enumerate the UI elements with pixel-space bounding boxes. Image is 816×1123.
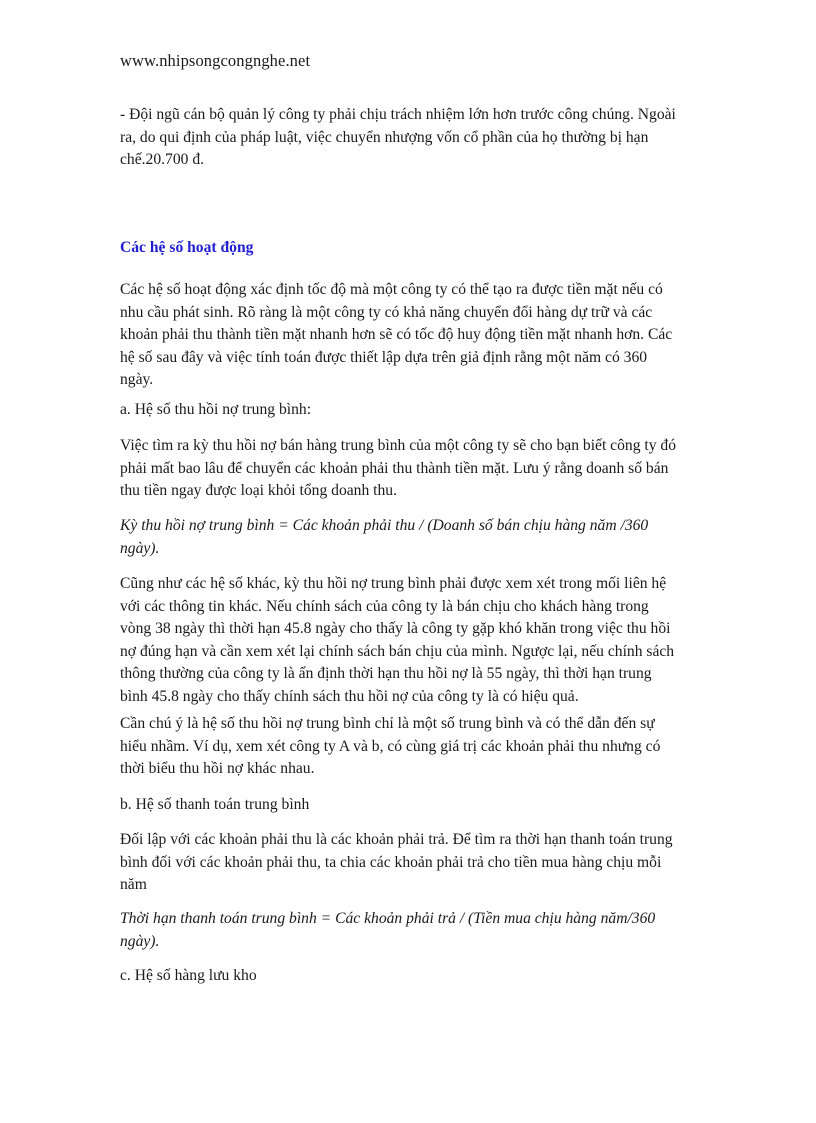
item-b-description xyxy=(120,829,698,897)
section-intro-paragraph xyxy=(120,279,698,392)
item-a-note xyxy=(120,713,698,781)
paragraph-line: bình đối với các khoản phải thu, ta chia các khoản phải trả cho tiền mua hàng chịu mỗi xyxy=(120,853,662,871)
paragraph-line: thời biểu thu hồi nợ khác nhau. xyxy=(120,760,315,777)
intro-line: ra, do qui định của pháp luật, việc chuyển nhượng vốn cổ phần của họ thường bị hạn xyxy=(120,128,649,146)
paragraph-line: phải mất bao lâu để chuyển các khoản phải thu thành tiền mặt. Lưu ý rằng doanh số bán xyxy=(120,459,669,477)
formula-line: ngày). xyxy=(120,539,160,557)
paragraph-line: thu tiền ngay được loại khỏi tổng doanh thu. xyxy=(120,482,397,499)
intro-line: chế.20.700 đ. xyxy=(120,151,205,168)
paragraph-line: nợ đúng hạn và cần xem xét lại chính sách bán chịu của mình. Ngược lại, nếu chính sách xyxy=(120,642,675,660)
paragraph-line: Cần chú ý là hệ số thu hồi nợ trung bình chỉ là một số trung bình và có thể dẫn đến sự xyxy=(120,715,655,732)
item-c-heading: c. Hệ số hàng lưu kho xyxy=(120,967,257,984)
paragraph-line: Đối lập với các khoản phải thu là các khoản phải trả. Để tìm ra thời hạn thanh toán trung xyxy=(120,831,673,848)
paragraph-line: năm xyxy=(120,876,147,893)
paragraph-line: bình 45.8 ngày cho thấy chính sách thu hồi nợ của công ty là có hiệu quả. xyxy=(120,687,579,705)
paragraph-line: vòng 38 ngày thì thời hạn 45.8 ngày cho thấy là công ty gặp khó khăn trong việc thu hồi xyxy=(120,620,671,637)
paragraph-line: với các thông tin khác. Nếu chính sách của công ty là bán chịu cho khách hàng trong xyxy=(120,597,649,615)
site-header-url: www.nhipsongcongnghe.net xyxy=(120,51,311,70)
paragraph-line: thông thường của công ty là ấn định thời hạn thu hồi nợ là 55 ngày, thì thời hạn trung xyxy=(120,665,652,682)
item-b-formula xyxy=(120,908,698,953)
paragraph-line: khoản phải thu thành tiền mặt nhanh hơn sẽ có tốc độ huy động tiền mặt nhanh hơn. Các xyxy=(120,326,673,343)
paragraph-line: Các hệ số hoạt động xác định tốc độ mà một công ty có thể tạo ra được tiền mặt nếu có xyxy=(120,281,663,298)
item-a-formula xyxy=(120,515,698,560)
paragraph-line: nhu cầu phát sinh. Rõ ràng là một công ty có khả năng chuyển đổi hàng dự trữ và các xyxy=(120,303,653,321)
intro-line: - Đội ngũ cán bộ quản lý công ty phải chịu trách nhiệm lớn hơn trước công chúng. Ngoài xyxy=(120,106,676,123)
item-a-heading: a. Hệ số thu hồi nợ trung bình: xyxy=(120,401,312,418)
formula-line: ngày). xyxy=(120,932,160,950)
paragraph-line: Việc tìm ra kỳ thu hồi nợ bán hàng trung bình của một công ty sẽ cho bạn biết công ty đó xyxy=(120,437,677,454)
item-a-discussion xyxy=(120,573,698,708)
formula-line: Thời hạn thanh toán trung bình = Các khoản phải trả / (Tiền mua chịu hàng năm/360 xyxy=(120,910,656,927)
item-a-description xyxy=(120,435,698,503)
section-title: Các hệ số hoạt động xyxy=(120,239,254,256)
intro-paragraph xyxy=(120,104,698,172)
paragraph-line: ngày. xyxy=(120,371,154,388)
paragraph-line: Cũng như các hệ số khác, kỳ thu hồi nợ trung bình phải được xem xét trong mối liên hệ xyxy=(120,575,667,592)
item-b-heading: b. Hệ số thanh toán trung bình xyxy=(120,796,310,813)
formula-line: Kỳ thu hồi nợ trung bình = Các khoản phải thu / (Doanh số bán chịu hàng năm /360 xyxy=(120,517,649,534)
paragraph-line: hệ số sau đây và việc tính toán được thiết lập dựa trên giả định rằng một năm có 360 xyxy=(120,348,648,366)
paragraph-line: hiểu nhầm. Ví dụ, xem xét công ty A và b, có cùng giá trị các khoản phải thu nhưng có xyxy=(120,737,661,755)
